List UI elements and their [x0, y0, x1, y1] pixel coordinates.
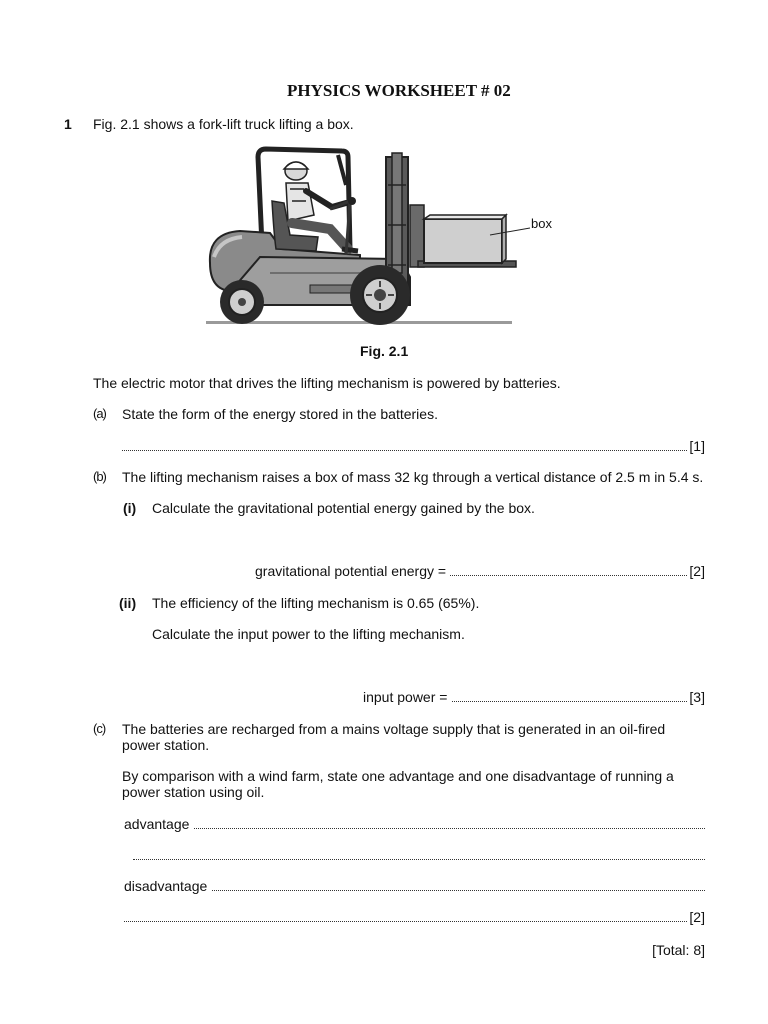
part-b-text: The lifting mechanism raises a box of mass 32 kg through a vertical distance of 2.5 m in 5.4 s.: [122, 469, 704, 485]
gpe-answer-line[interactable]: [255, 562, 705, 580]
part-a-marks: [1]: [689, 438, 705, 454]
part-b-ii-marks: [3]: [689, 689, 705, 705]
forklift-illustration: [200, 145, 560, 330]
input-power-answer-line[interactable]: [363, 688, 705, 706]
disadvantage-label: disadvantage: [124, 877, 211, 895]
box-label: box: [531, 216, 552, 231]
part-b-ii-label: (ii): [119, 595, 137, 611]
context-text: The electric motor that drives the lifting mechanism is powered by batteries.: [93, 375, 561, 391]
part-c-text-line2: power station.: [122, 737, 210, 753]
part-b-label: (b): [93, 469, 106, 484]
part-a-text: State the form of the energy stored in the batteries.: [122, 406, 438, 422]
question-intro: Fig. 2.1 shows a fork-lift truck lifting a box.: [93, 116, 354, 132]
lifted-box: [424, 215, 506, 263]
gpe-answer-label: gravitational potential energy =: [255, 562, 450, 580]
part-b-i-text: Calculate the gravitational potential energy gained by the box.: [152, 500, 535, 516]
advantage-label: advantage: [124, 815, 193, 833]
advantage-answer-line-2[interactable]: [133, 846, 705, 864]
page-title: PHYSICS WORKSHEET # 02: [287, 81, 511, 100]
part-b-ii-text2: Calculate the input power to the lifting mechanism.: [152, 626, 465, 642]
part-b-ii-text: The efficiency of the lifting mechanism is 0.65 (65%).: [152, 595, 480, 611]
part-b-i-marks: [2]: [689, 563, 705, 579]
input-power-answer-label: input power =: [363, 688, 451, 706]
part-a-label: (a): [93, 406, 106, 421]
disadvantage-answer-line-2[interactable]: [124, 908, 705, 926]
figure-caption: Fig. 2.1: [360, 343, 409, 359]
question-number: 1: [64, 116, 72, 132]
part-c-label: (c): [93, 721, 106, 736]
part-c-text2-line2: power station using oil.: [122, 784, 265, 800]
part-c-text-line1: The batteries are recharged from a mains voltage supply that is generated in an oil-fired: [122, 721, 666, 737]
part-c-marks: [2]: [689, 909, 705, 925]
disadvantage-answer-line[interactable]: [124, 877, 705, 895]
total-marks: [Total: 8]: [652, 942, 705, 958]
front-wheel: [350, 265, 410, 325]
part-a-answer-line[interactable]: [122, 437, 705, 455]
rear-wheel: [220, 280, 264, 324]
part-c-text2-line1: By comparison with a wind farm, state one advantage and one disadvantage of running a: [122, 768, 674, 784]
part-b-i-label: (i): [123, 500, 137, 516]
advantage-answer-line[interactable]: [124, 815, 705, 833]
